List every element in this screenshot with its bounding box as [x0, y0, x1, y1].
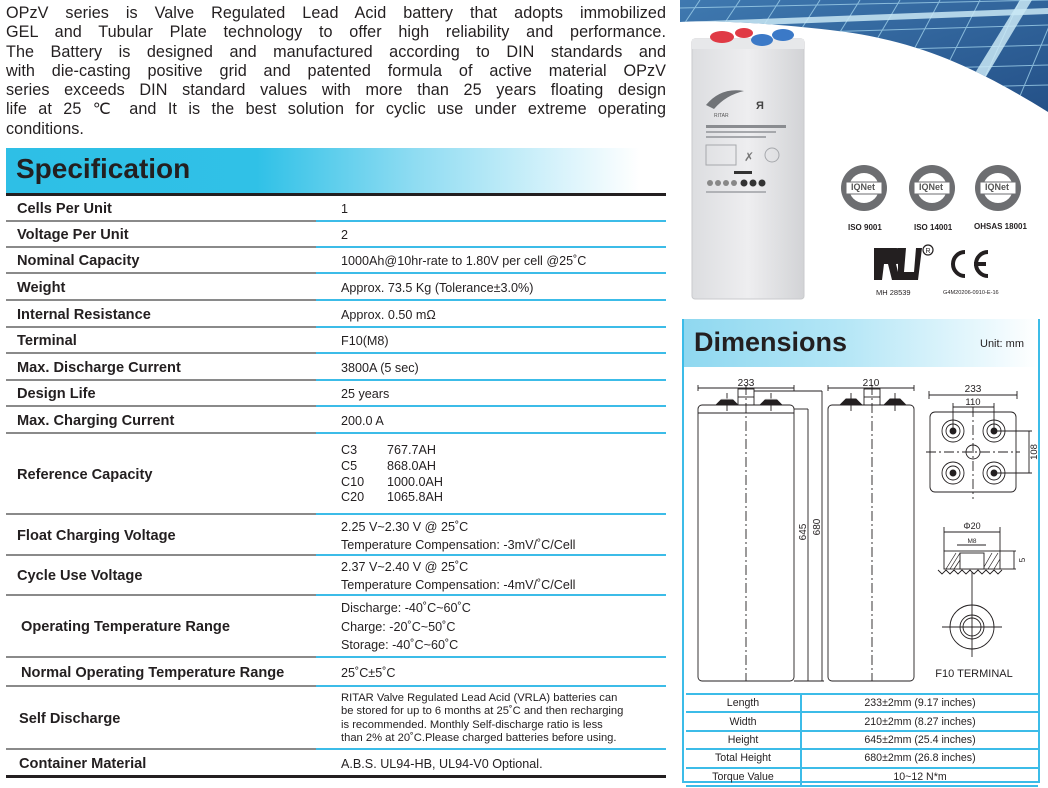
- spec-row-cells-per-unit: [6, 196, 666, 222]
- dimensions-table: [686, 693, 1038, 787]
- cert-label-iso9001: ISO 9001: [848, 223, 882, 232]
- capacity-value: 1000.0AH: [387, 474, 444, 489]
- description-line: GEL and Tubular Plate technology to offer high reliability and performance.: [6, 23, 666, 42]
- spec-value: Approx. 73.5 Kg (Tolerance±3.0%): [341, 280, 534, 295]
- description-line: conditions.: [6, 119, 84, 138]
- spec-value: 3800A (5 sec): [341, 360, 419, 375]
- capacity-rate: C10: [341, 474, 365, 489]
- capacity-entry: [341, 490, 666, 506]
- terminal-detail-drawing: [938, 527, 1016, 657]
- svg-text:Я: Я: [756, 100, 764, 112]
- spec-label: Internal Resistance: [17, 306, 151, 323]
- specification-header: [6, 148, 666, 193]
- spec-row-float-charging-voltage: [6, 515, 666, 556]
- certifications: [838, 158, 1048, 298]
- front-width-label: 233: [737, 378, 755, 389]
- spec-value-line: Temperature Compensation: -4mV/˚C/Cell: [341, 578, 576, 592]
- dimensions-panel: [682, 319, 1040, 783]
- spec-row-cycle-use-voltage: [6, 556, 666, 596]
- dimension-row: [686, 694, 1038, 712]
- spec-label: Cycle Use Voltage: [17, 568, 143, 584]
- spec-row-internal-resistance: [6, 301, 666, 328]
- capacity-value: 868.0AH: [387, 458, 437, 473]
- spec-label: Max. Discharge Current: [17, 359, 181, 376]
- terminal-diameter-label: Φ20: [963, 521, 981, 531]
- svg-text:RITAR: RITAR: [714, 113, 729, 119]
- spec-value: F10(M8): [341, 334, 389, 348]
- dimension-row: [686, 731, 1038, 749]
- insert-depth-label: 5: [1018, 557, 1027, 563]
- ul-mark-icon: [874, 245, 933, 280]
- spec-label: Weight: [17, 279, 66, 296]
- ul-ce-marks: [870, 240, 1010, 290]
- spec-row-weight: [6, 274, 666, 301]
- dimension-row: [686, 749, 1038, 767]
- capacity-rate: C3: [341, 442, 358, 457]
- cert-label-iso14001: ISO 14001: [914, 223, 953, 232]
- terminal-name-label: F10 TERMINAL: [935, 668, 1013, 680]
- total-height-label: 680: [812, 518, 823, 536]
- side-view-drawing: [828, 385, 914, 681]
- spec-row-self-discharge: [6, 687, 666, 750]
- capacity-entry: [341, 475, 666, 491]
- spec-value: 2: [341, 228, 349, 242]
- dimension-label: Torque Value: [686, 768, 801, 786]
- technical-drawing: [684, 367, 1038, 692]
- spec-label: Design Life: [17, 386, 96, 402]
- spec-value-line: is recommended. Monthly Self-discharge ratio is less: [341, 718, 603, 731]
- dimensions-title: Dimensions: [694, 327, 848, 357]
- dimension-value: 680±2mm (26.8 inches): [801, 749, 1038, 767]
- spec-label: Float Charging Voltage: [17, 527, 176, 544]
- dimension-label: Length: [686, 694, 801, 712]
- dimension-row: [686, 712, 1038, 730]
- dimension-value: 645±2mm (25.4 inches): [801, 731, 1038, 749]
- description-line: life at 25 ℃ and It is the best solution for cyclic use under extreme operating: [6, 100, 666, 119]
- thread-label: M8: [967, 538, 977, 545]
- svg-text:R: R: [925, 248, 931, 255]
- capacity-value: 767.7AH: [387, 442, 437, 457]
- spec-value-line: Charge: -20˚C~50˚C: [341, 619, 456, 634]
- spec-value-line: Storage: -40˚C~60˚C: [341, 638, 459, 653]
- dimension-row: [686, 768, 1038, 786]
- description-line: series exceeds DIN standard values with more than 25 years floating design: [6, 81, 666, 100]
- spec-value-line: 2.25 V~2.30 V @ 25˚C: [341, 519, 469, 534]
- dimension-label: Height: [686, 731, 801, 749]
- spec-value-line: be stored for up to 6 months at 25˚C and then recharging: [341, 705, 624, 718]
- spec-row-nominal-capacity: [6, 248, 666, 274]
- ce-mark-icon: [953, 252, 988, 276]
- spec-row-container-material: [6, 750, 666, 778]
- description-line: OPzV series is Valve Regulated Lead Acid battery that adopts immobilized: [6, 4, 666, 22]
- specification-title: Specification: [16, 153, 191, 184]
- spec-value: 1000Ah@10hr-rate to 1.80V per cell @25˚C: [341, 254, 587, 268]
- capacity-entry: [341, 459, 666, 475]
- product-description: [6, 4, 666, 139]
- spec-row-voltage-per-unit: [6, 222, 666, 248]
- spec-label: Nominal Capacity: [17, 253, 140, 269]
- cert-label-ohsas18001: OHSAS 18001: [974, 222, 1027, 231]
- spec-value-line: 2.37 V~2.40 V @ 25˚C: [341, 560, 469, 574]
- dimensions-header: [684, 319, 1038, 367]
- spec-row-reference-capacity: [6, 434, 666, 515]
- capacity-rate: C20: [341, 490, 365, 505]
- spec-value: Approx. 0.50 mΩ: [341, 307, 436, 322]
- terminal-depth-label: 108: [1029, 444, 1040, 460]
- svg-text:✗: ✗: [744, 150, 755, 164]
- spec-value: A.B.S. UL94-HB, UL94-V0 Optional.: [341, 757, 543, 771]
- battery-photo: [686, 25, 826, 301]
- spec-value-line: Temperature Compensation: -3mV/˚C/Cell: [341, 537, 576, 552]
- spec-value-line: Discharge: -40˚C~60˚C: [341, 601, 471, 616]
- capacity-value: 1065.8AH: [387, 490, 444, 505]
- spec-row-operating-temperature: [6, 596, 666, 658]
- spec-value: 1: [341, 202, 349, 216]
- dimension-value: 10~12 N*m: [801, 768, 1038, 786]
- dimension-value: 210±2mm (8.27 inches): [801, 712, 1038, 730]
- spec-value-line: than 2% at 20˚C.Please charged batteries before using.: [341, 731, 617, 744]
- capacity-rate: C5: [341, 458, 358, 473]
- ce-number: G4M20206-0910-E-16: [943, 290, 999, 296]
- spec-value: 25˚C±5˚C: [341, 665, 396, 680]
- iqnet-brand: IQNet: [919, 182, 944, 192]
- iqnet-brand: IQNet: [851, 182, 876, 192]
- iqnet-badges: [838, 158, 1048, 228]
- specification-table: [6, 196, 666, 778]
- description-line: with die-casting positive grid and patented formula of active material OPzV: [6, 61, 666, 80]
- top-length-label: 233: [964, 384, 982, 395]
- spec-row-normal-operating-temperature: [6, 658, 666, 687]
- spec-row-terminal: [6, 328, 666, 354]
- spec-label: Terminal: [17, 333, 77, 349]
- spec-value: 200.0 A: [341, 413, 384, 428]
- spec-label: Max. Charging Current: [17, 412, 175, 429]
- iqnet-brand: IQNet: [985, 182, 1010, 192]
- side-width-label: 210: [862, 378, 880, 389]
- spec-value: 25 years: [341, 387, 390, 401]
- dimension-label: Width: [686, 712, 801, 730]
- dimension-value: 233±2mm (9.17 inches): [801, 694, 1038, 712]
- spec-label: Operating Temperature Range: [21, 619, 230, 635]
- ul-number: MH 28539: [876, 288, 911, 297]
- spec-label: Normal Operating Temperature Range: [21, 664, 285, 681]
- dimension-label: Total Height: [686, 749, 801, 767]
- terminal-spacing-label: 110: [965, 397, 981, 408]
- spec-label: Container Material: [19, 756, 147, 772]
- dimensions-unit: Unit: mm: [980, 338, 1024, 350]
- description-line: The Battery is designed and manufactured according to DIN standards and: [6, 42, 666, 61]
- spec-label: Voltage Per Unit: [17, 227, 129, 243]
- capacity-entry: [341, 443, 666, 459]
- spec-value-line: RITAR Valve Regulated Lead Acid (VRLA) batteries can: [341, 692, 618, 705]
- spec-row-max-discharge-current: [6, 354, 666, 381]
- height-label: 645: [798, 523, 809, 541]
- spec-label: Cells Per Unit: [17, 201, 112, 217]
- spec-label: Self Discharge: [19, 710, 121, 727]
- spec-label: Reference Capacity: [17, 466, 153, 483]
- spec-row-design-life: [6, 381, 666, 407]
- spec-row-max-charging-current: [6, 407, 666, 434]
